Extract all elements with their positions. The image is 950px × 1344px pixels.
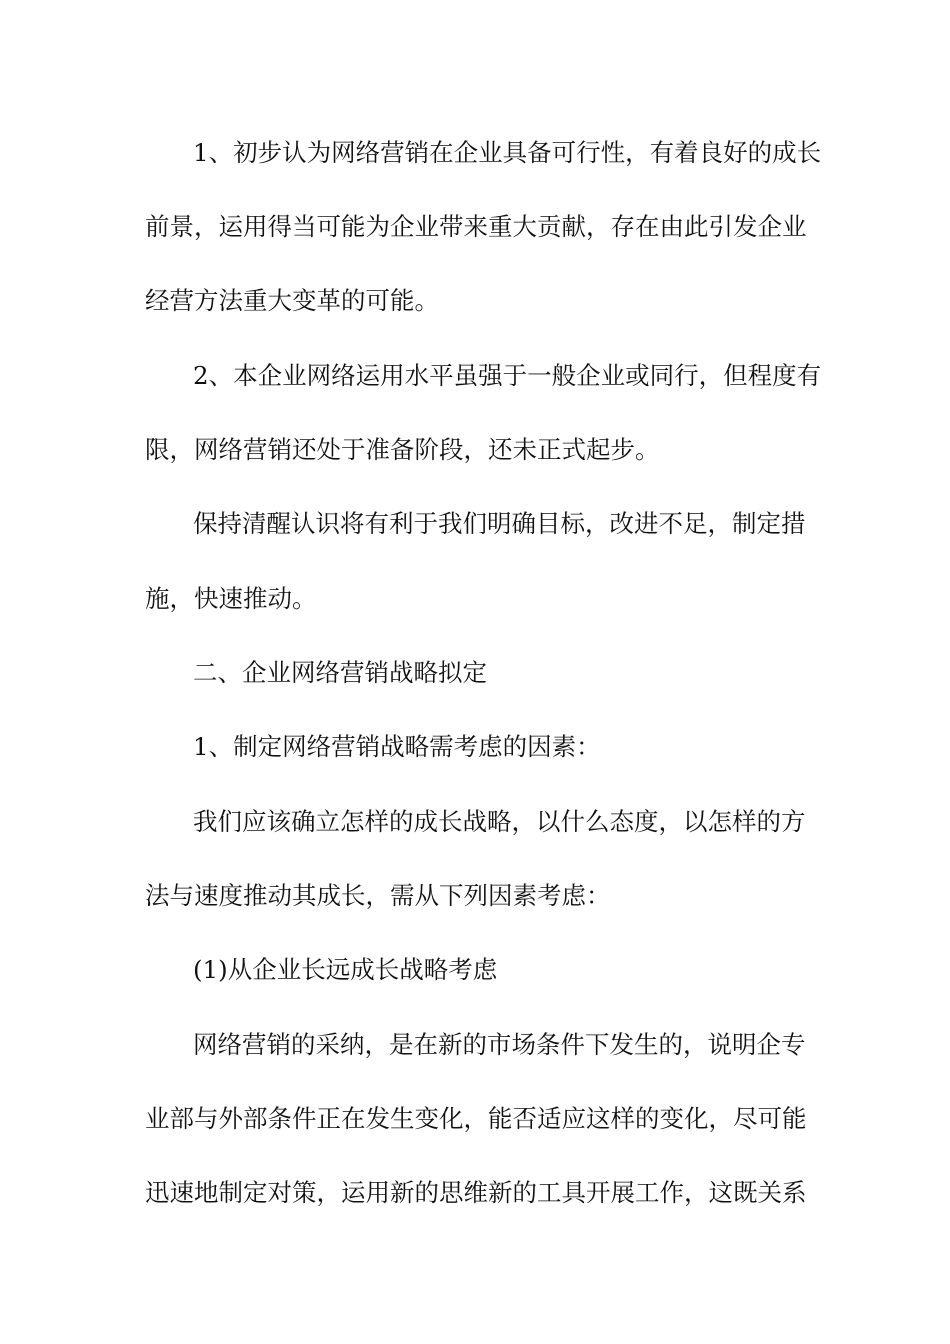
- paragraph-line: [0, 504, 950, 544]
- line-text: 业部与外部条件正在发生变化，能否适应这样的变化，尽可能: [145, 1104, 807, 1133]
- subsection-heading: [0, 727, 950, 767]
- paragraph-line: [0, 802, 950, 842]
- line-text: 2、本企业网络运用水平虽强于一般企业或同行，但程度有: [193, 361, 822, 390]
- paragraph-line: [0, 1173, 950, 1213]
- line-text: 经营方法重大变革的可能。: [145, 286, 439, 315]
- line-text: 网络营销的采纳，是在新的市场条件下发生的，说明企专: [193, 1030, 806, 1059]
- paragraph-line: [0, 207, 950, 247]
- paragraph-line: [0, 430, 950, 470]
- line-text: 法与速度推动其成长，需从下列因素考虑：: [145, 881, 611, 910]
- paragraph-line: [0, 876, 950, 916]
- line-text: 迅速地制定对策，运用新的思维新的工具开展工作，这既关系: [145, 1178, 807, 1207]
- line-text: 1、初步认为网络营销在企业具备可行性，有着良好的成长: [193, 138, 822, 167]
- line-text: 二、企业网络营销战略拟定: [193, 658, 487, 687]
- line-text: 前景，运用得当可能为企业带来重大贡献，存在由此引发企业: [145, 212, 807, 241]
- line-text: 1、制定网络营销战略需考虑的因素：: [193, 732, 601, 761]
- paragraph-line: [0, 133, 950, 173]
- paragraph-line: [0, 579, 950, 619]
- line-text: (1)从企业长远成长战略考虑: [193, 955, 498, 984]
- paragraph-line: [0, 1025, 950, 1065]
- paragraph-line: [0, 1099, 950, 1139]
- line-text: 施，快速推动。: [145, 584, 317, 613]
- paragraph-line: [0, 281, 950, 321]
- line-text: 我们应该确立怎样的成长战略，以什么态度，以怎样的方: [193, 807, 806, 836]
- line-text: 保持清醒认识将有利于我们明确目标，改进不足，制定措: [193, 509, 806, 538]
- subsection-heading: [0, 950, 950, 990]
- section-heading: [0, 653, 950, 693]
- paragraph-line: [0, 356, 950, 396]
- line-text: 限，网络营销还处于准备阶段，还未正式起步。: [145, 435, 660, 464]
